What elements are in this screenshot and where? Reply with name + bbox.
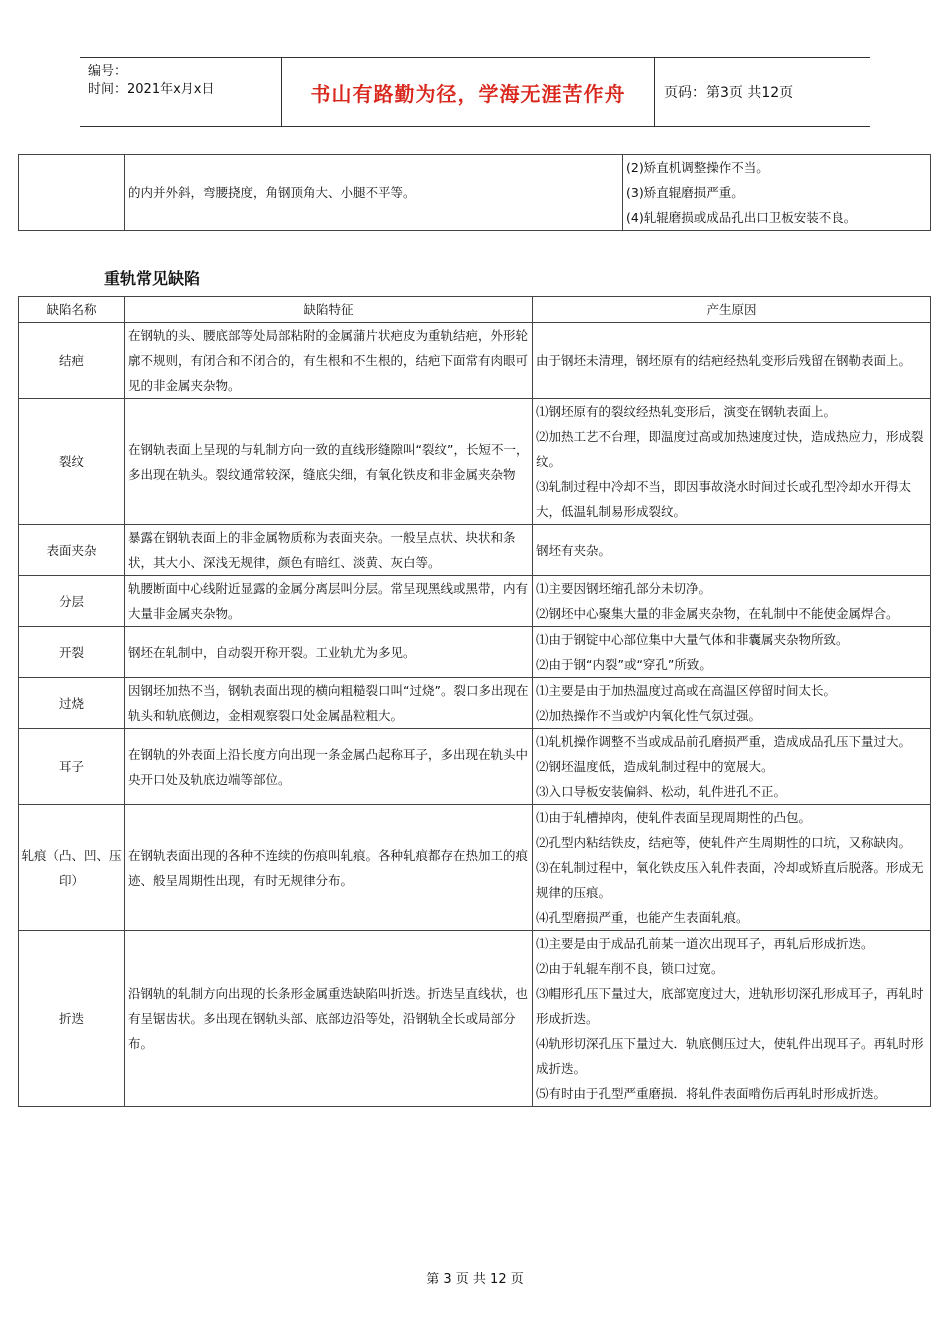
defect-cause-cell (533, 931, 931, 1107)
cause-line: ⑵由于轧辊车削不良，锁口过宽。 (536, 961, 724, 976)
defect-feature-cell: 暴露在钢轨表面上的非金属物质称为表面夹杂。一般呈点状、块状和条状，其大小、深浅无规律，颜色有暗红、淡黄、灰白等。 (125, 525, 533, 576)
table-row (19, 627, 931, 678)
defect-cause-cell (533, 399, 931, 525)
cause-line: ⑵钢坯中心聚集大量的非金属夹杂物，在轧制中不能使金属焊合。 (536, 606, 899, 621)
defect-feature-cell: 在钢轨的外表面上沿长度方向出现一条金属凸起称耳子，多出现在轨头中央开口处及轨底边端等部位。 (125, 729, 533, 805)
column-header-cause: 产生原因 (533, 297, 931, 323)
cause-line: (3)矫直辊磨损严重。 (626, 185, 744, 200)
table-row (19, 155, 931, 231)
table-row (19, 323, 931, 399)
cause-line: ⑵加热工艺不台理，即温度过高或加热速度过快，造成热应力，形成裂纹。 (536, 429, 924, 469)
defect-name-cell: 折迭 (19, 931, 125, 1107)
cause-line: ⑵由于钢“内裂”或“穿孔”所致。 (536, 657, 712, 672)
table-row (19, 729, 931, 805)
section-title: 重轨常见缺陷 (104, 269, 201, 288)
header-motto-cell (281, 58, 655, 126)
defect-cause-cell (533, 805, 931, 931)
defect-feature-cell: 因钢坯加热不当，钢轨表面出现的横向粗糙裂口叫“过烧”。裂口多出现在轨头和轨底侧边，金相观察裂口处金属晶粒粗大。 (125, 678, 533, 729)
cause-line: (4)轧辊磨损或成品孔出口卫板安装不良。 (626, 210, 857, 225)
cause-line: ⑶入口导板安装偏斜、松动，轧件进孔不正。 (536, 784, 787, 799)
table-row (19, 931, 931, 1107)
header-meta (88, 58, 283, 131)
time-label: 时间：2021年x月x日 (88, 82, 215, 97)
cause-line: ⑴主要因钢坯缩孔部分未切净。 (536, 581, 712, 596)
defect-cause-cell (533, 525, 931, 576)
defect-name-cell: 表面夹杂 (19, 525, 125, 576)
table-row (19, 525, 931, 576)
defect-feature-cell: 轨腰断面中心线附近显露的金属分离层叫分层。常呈现黑线或黑带，内有大量非金属夹杂物。 (125, 576, 533, 627)
cause-line: 由于钢坯未清理，钢坯原有的结疤经热轧变形后残留在钢勒表面上。 (536, 353, 912, 368)
defect-feature-cell: 在钢轨表面上呈现的与轧制方向一致的直线形缝隙叫“裂纹”，长短不一，多出现在轨头。裂纹通常较深，缝底尖细，有氧化铁皮和非金属夹杂物 (125, 399, 533, 525)
defect-name-cell: 耳子 (19, 729, 125, 805)
continuation-table (18, 154, 931, 231)
defect-name-cell: 轧痕（凸、凹、压印） (19, 805, 125, 931)
defect-name-cell: 结疤 (19, 323, 125, 399)
defect-name-cell (19, 155, 125, 231)
cause-line: ⑷轨形切深孔压下量过大．轨底侧压过大，使轧件出现耳子。再轧时形成折迭。 (536, 1036, 924, 1076)
cause-line: ⑴由于轧槽掉肉，使轧件表面呈现周期性的凸包。 (536, 810, 812, 825)
cause-line: ⑶在轧制过程中，氧化铁皮压入轧件表面，冷却或矫直后脱落。形成无规律的压痕。 (536, 860, 924, 900)
table-header-row (19, 297, 931, 323)
motto: 书山有路勤为径，学海无涯苦作舟 (310, 81, 626, 106)
number-label: 编号： (88, 64, 128, 79)
cause-line: 钢坯有夹杂。 (536, 542, 612, 558)
page-indicator: 页码：第3页 共12页 (664, 85, 794, 101)
cause-line: (2)矫直机调整操作不当。 (626, 160, 769, 175)
cause-line: ⑵钢坯温度低，造成轧制过程中的宽展大。 (536, 759, 774, 774)
defect-cause-cell (533, 576, 931, 627)
defect-name-cell: 裂纹 (19, 399, 125, 525)
cause-line: ⑵孔型内粘结铁皮，结疤等，使轧件产生周期性的口坑，又称缺肉。 (536, 835, 912, 850)
cause-line: ⑶帽形孔压下量过大，底部宽度过大，进轨形切深孔形成耳子，再轧时形成折迭。 (536, 986, 924, 1026)
defect-feature-cell: 沿钢轨的轧制方向出现的长条形金属重迭缺陷叫折迭。折迭呈直线状，也有呈锯齿状。多出现在钢轨头部、底部边沿等处，沿钢轨全长或局部分布。 (125, 931, 533, 1107)
defect-name-cell: 过烧 (19, 678, 125, 729)
defect-cause-cell (623, 155, 931, 231)
table-row (19, 678, 931, 729)
cause-line: ⑵加热操作不当或炉内氧化性气氛过强。 (536, 708, 762, 723)
table-row (19, 399, 931, 525)
column-header-name: 缺陷名称 (19, 297, 125, 323)
defect-name-cell: 分层 (19, 576, 125, 627)
defect-cause-cell (533, 627, 931, 678)
defects-table (18, 296, 931, 1107)
defect-name-cell: 开裂 (19, 627, 125, 678)
cause-line: ⑴主要是由于成品孔前某一道次出现耳子，再轧后形成折迭。 (536, 936, 874, 951)
table-row (19, 805, 931, 931)
cause-line: ⑷孔型磨损严重，也能产生表面轧痕。 (536, 910, 749, 925)
defect-feature-cell: 钢坯在轧制中，自动裂开称开裂。工业轨尤为多见。 (125, 627, 533, 678)
table-row (19, 576, 931, 627)
header-page-cell (664, 58, 864, 126)
column-header-feature: 缺陷特征 (125, 297, 533, 323)
defect-feature-cell: 在钢轨表面出现的各种不连续的伤痕叫轧痕。各种轧痕都存在热加工的痕迹、般呈周期性出现，有时无规律分布。 (125, 805, 533, 931)
cause-line: ⑴主要是由于加热温度过高或在高温区停留时间太长。 (536, 683, 837, 698)
defect-cause-cell (533, 729, 931, 805)
defect-cause-cell (533, 678, 931, 729)
cause-line: ⑶轧制过程中冷却不当，即因事故浇水时间过长或孔型冷却水开得太大，低温轧制易形成裂纹。 (536, 479, 912, 519)
cause-line: ⑴由于钢锭中心部位集中大量气体和非囊属夹杂物所致。 (536, 632, 849, 647)
page-footer: 第 3 页 共 12 页 (426, 1272, 524, 1287)
defect-cause-cell (533, 323, 931, 399)
cause-line: ⑴轧机操作调整不当或成品前孔磨损严重，造成成品孔压下量过大。 (536, 734, 912, 749)
defect-feature-cell: 的内并外斜，弯腰挠度，角钢顶角大、小腿不平等。 (125, 155, 623, 231)
cause-line: ⑴钢坯原有的裂纹经热轧变形后，演变在钢轨表面上。 (536, 404, 837, 419)
defect-feature-cell: 在钢轨的头、腰底部等处局部粘附的金属蒲片状疤皮为重轨结疤，外形轮廓不规则，有闭合和不闭合的，有生根和不生根的，结疤下面常有肉眼可见的非金属夹杂物。 (125, 323, 533, 399)
cause-line: ⑸有时由于孔型严重磨损．将轧件表面啃伤后再轧时形成折迭。 (536, 1086, 887, 1101)
page-header (80, 57, 870, 127)
